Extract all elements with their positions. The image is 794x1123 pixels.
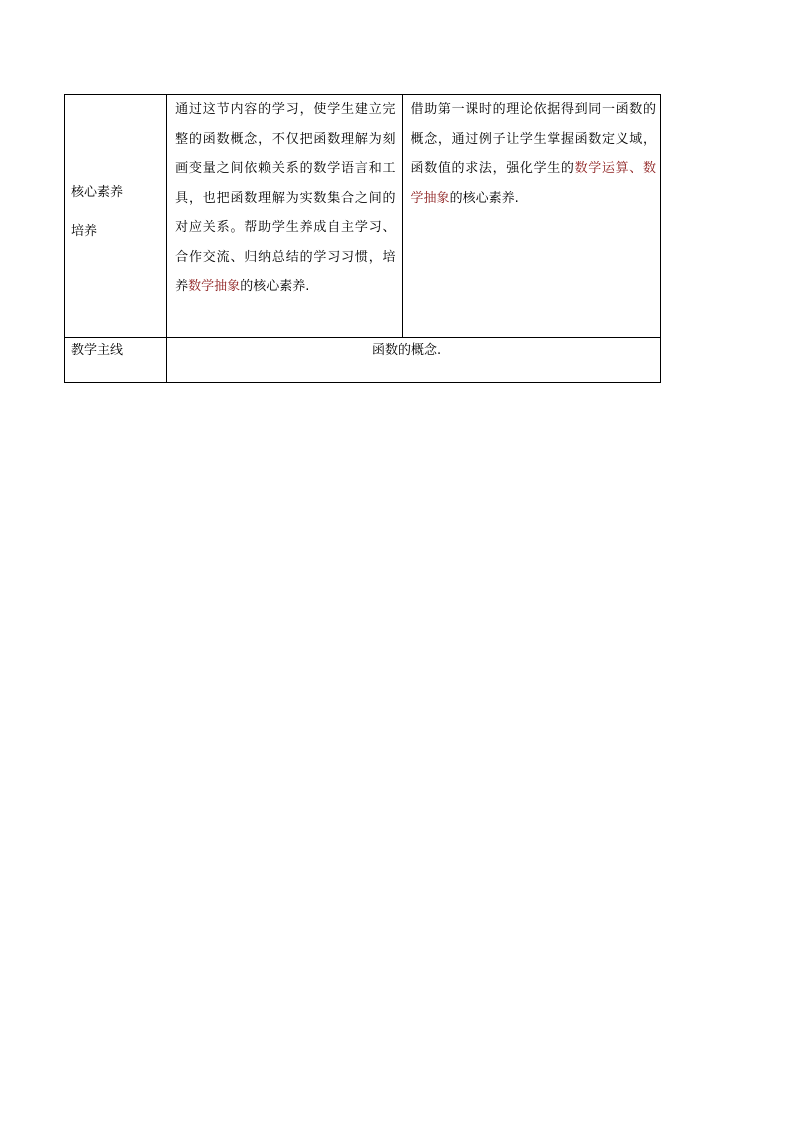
core-literacy-left-cell bbox=[167, 95, 402, 338]
right-text-part1: 借助第一课时的理论依据得到同一函数的概念，通过例子让学生掌握函数定义域，函数值的求法，强化学生的 bbox=[410, 102, 656, 176]
core-literacy-right-cell bbox=[402, 95, 660, 338]
core-literacy-label bbox=[65, 95, 166, 251]
left-text-part1: 通过这节内容的学习，使学生建立完整的函数概念，不仅把函数理解为刻画变量之间依赖关系的数学语言和工具，也把函数理解为实数集合之间的对应关系。帮助学生养成自主学习、合作交流、归纳总结的学习习惯，培养 bbox=[175, 102, 396, 294]
right-highlight-math-operation: 数学运算 bbox=[574, 161, 630, 176]
core-literacy-label-line2: 培养 bbox=[71, 224, 98, 239]
lesson-plan-table bbox=[64, 94, 661, 383]
main-line-row bbox=[65, 338, 661, 383]
right-text-part2: 的核心素养. bbox=[449, 190, 519, 206]
right-highlight-separator: 、 bbox=[629, 161, 643, 176]
left-text-part2: 的核心素养. bbox=[240, 279, 310, 294]
right-highlight-math-abstraction: 数学抽象 bbox=[410, 161, 656, 206]
core-literacy-left-text bbox=[167, 95, 401, 302]
main-line-value-cell bbox=[167, 338, 661, 383]
main-line-value: 函数的概念. bbox=[372, 343, 442, 358]
main-line-label-cell bbox=[65, 338, 167, 383]
main-line-label: 教学主线 bbox=[71, 343, 124, 358]
left-highlight-math-abstraction: 数学抽象 bbox=[188, 279, 241, 294]
core-literacy-row bbox=[65, 95, 661, 338]
core-literacy-label-line1: 核心素养 bbox=[71, 185, 124, 200]
core-literacy-right-text bbox=[403, 95, 660, 213]
core-literacy-label-cell bbox=[65, 95, 167, 338]
